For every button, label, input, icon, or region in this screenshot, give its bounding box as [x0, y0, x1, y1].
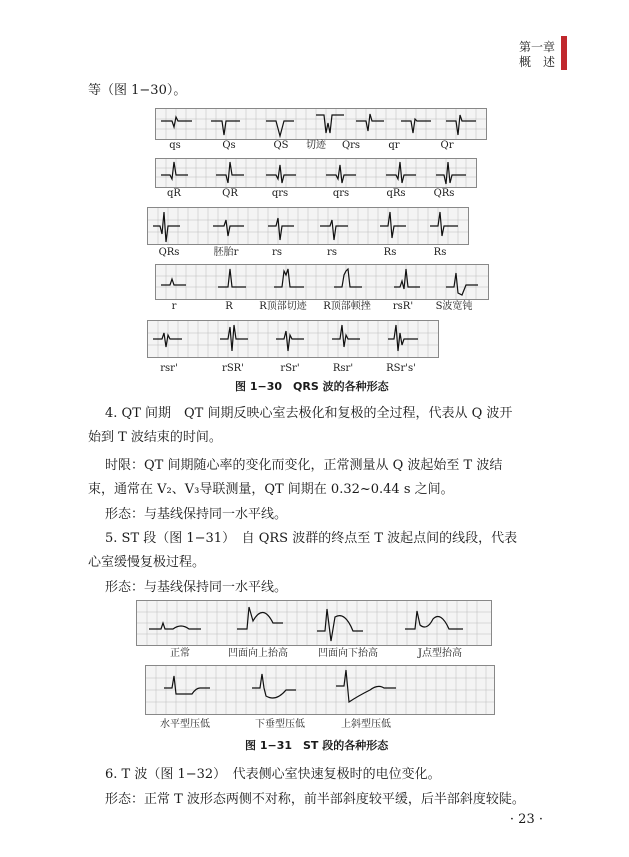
qrs-label: qRs — [386, 188, 406, 199]
qrs-label: QRs — [158, 247, 180, 258]
qrs-label: rs — [272, 247, 282, 258]
qrs-label: RSr's' — [386, 363, 416, 374]
t-wave-shape-line: 形态：正常 T 波形态两侧不对称，前半部斜度较平缓，后半部斜度较陡。 — [105, 792, 525, 807]
qrs-label: R顶部切迹 — [259, 301, 307, 312]
qrs-label: Rs — [433, 247, 447, 258]
st-label: 上斜型压低 — [341, 719, 391, 730]
qrs-strip-row-1 — [155, 108, 487, 140]
qrs-label: qs — [169, 140, 181, 151]
qrs-label: Rsr' — [332, 363, 354, 374]
qrs-label: qrs — [332, 188, 350, 199]
qrs-label: rs — [327, 247, 337, 258]
st-label: J点型抬高 — [417, 648, 463, 659]
qrs-label: rsr' — [160, 363, 178, 374]
qrs-label: QRs — [433, 188, 455, 199]
qrs-label: qrs — [271, 188, 289, 199]
qt-paragraph-line-2: 始到 T 波结束的时间。 — [88, 430, 222, 445]
st-label: 水平型压低 — [160, 719, 210, 730]
qrs-label: qr — [388, 140, 400, 151]
st-label: 凹面向上抬高 — [228, 648, 288, 659]
st-strip-row-2 — [145, 665, 495, 715]
st-label: 下垂型压低 — [255, 719, 305, 730]
st-paragraph-line-2: 心室缓慢复极过程。 — [88, 555, 206, 570]
qrs-label: Qr — [440, 140, 454, 151]
qrs-label: rsR' — [392, 301, 414, 312]
qrs-label: r — [171, 301, 177, 312]
qrs-label: Qs — [222, 140, 236, 151]
st-paragraph-line-1: 5. ST 段（图 1−31） 自 QRS 波群的终点至 T 波起点间的线段，代表 — [105, 531, 518, 546]
qrs-label: Rs — [383, 247, 397, 258]
intro-line: 等（图 1−30）。 — [88, 83, 187, 98]
qrs-label: QR — [222, 188, 238, 199]
qt-limit-line-2: 束，通常在 V₂、V₃导联测量，QT 间期在 0.32~0.44 s 之间。 — [88, 482, 454, 497]
t-wave-paragraph: 6. T 波（图 1−32） 代表侧心室快速复极时的电位变化。 — [105, 767, 441, 782]
qrs-label: R顶部顿挫 — [323, 301, 371, 312]
st-label: 正常 — [170, 648, 190, 659]
qrs-label: QS — [273, 140, 289, 151]
qt-shape-line: 形态：与基线保持同一水平线。 — [105, 507, 288, 522]
qrs-label: qR — [167, 188, 181, 199]
chapter-header — [519, 40, 555, 70]
st-shape-line: 形态：与基线保持同一水平线。 — [105, 580, 288, 595]
page-number: · 23 · — [509, 812, 543, 827]
qrs-label: S波宽钝 — [435, 301, 473, 312]
chapter-number: 第一章 — [518, 40, 555, 54]
figure-caption: 图 1−30 QRS 波的各种形态 — [235, 380, 389, 393]
qrs-label: rSr' — [280, 363, 300, 374]
qrs-strip-row-4 — [155, 264, 489, 300]
qrs-label: 胚胎r — [213, 247, 239, 258]
st-label: 凹面向下抬高 — [318, 648, 378, 659]
qrs-label: R — [225, 301, 233, 312]
qt-limit-line-1: 时限：QT 间期随心率的变化而变化，正常测量从 Q 波起始至 T 波结 — [105, 458, 503, 473]
qrs-label: rSR' — [222, 363, 244, 374]
chapter-title: 概 述 — [518, 55, 555, 69]
header-accent-bar — [561, 36, 567, 70]
figure-caption: 图 1−31 ST 段的各种形态 — [245, 739, 389, 752]
qrs-label: Qrs — [341, 140, 361, 151]
qrs-strip-row-2 — [155, 158, 477, 188]
qrs-label: 切迹 — [306, 140, 326, 151]
st-strip-row-1 — [136, 600, 492, 646]
qt-paragraph-line-1: 4. QT 间期 QT 间期反映心室去极化和复极的全过程，代表从 Q 波开 — [105, 406, 513, 421]
qrs-strip-row-3 — [147, 207, 469, 245]
qrs-strip-row-5 — [147, 320, 439, 358]
